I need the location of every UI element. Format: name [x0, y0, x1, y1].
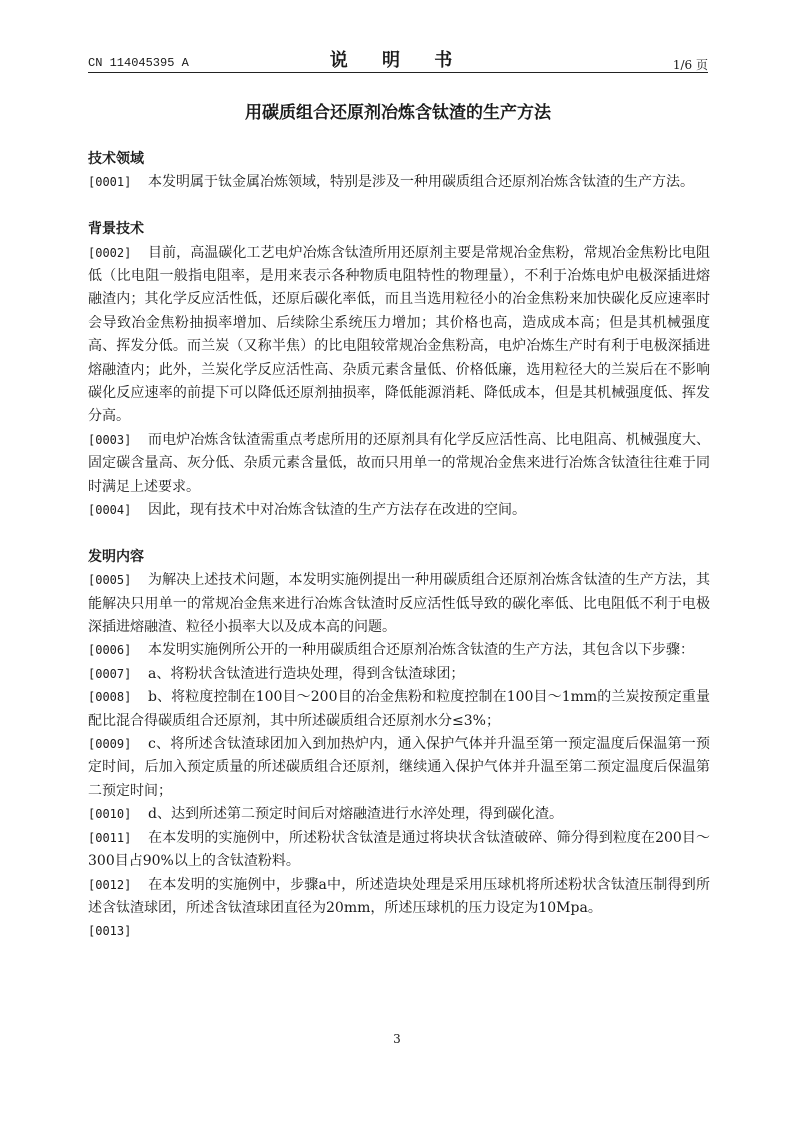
paragraph-text: d、达到所述第二预定时间后对熔融渣进行水淬处理，得到碳化渣。	[148, 806, 563, 823]
paragraph	[88, 429, 710, 499]
document-type: 说 明 书	[329, 50, 467, 71]
paragraph	[88, 733, 710, 803]
paragraph	[88, 874, 710, 921]
page-number: 3	[393, 1032, 401, 1046]
paragraph-number: [0002]	[88, 245, 132, 260]
paragraph	[88, 499, 710, 522]
paragraph	[88, 803, 710, 826]
paragraph-text: 本发明属于钛金属冶炼领域，特别是涉及一种用碳质组合还原剂冶炼含钛渣的生产方法。	[148, 174, 694, 191]
paragraph-number: [0013]	[88, 924, 132, 939]
paragraph-text: 本发明实施例所公开的一种用碳质组合还原剂冶炼含钛渣的生产方法，其包含以下步骤：	[148, 642, 694, 659]
paragraph-text: 在本发明的实施例中，步骤a中，所述造块处理是采用压球机将所述粉状含钛渣压制得到所述含钛渣球团，所述含钛渣球团直径为20mm，所述压球机的压力设定为10Mpa。	[88, 876, 710, 916]
section-heading: 技术领域	[88, 151, 144, 167]
page-header	[88, 44, 708, 74]
paragraph-text: 在本发明的实施例中，所述粉状含钛渣是通过将块状含钛渣破碎、筛分得到粒度在200目～300目占90%以上的含钛渣粉料。	[88, 829, 710, 870]
paragraph-number: [0011]	[88, 830, 132, 845]
paragraph	[88, 663, 710, 686]
paragraph-number: [0006]	[88, 643, 132, 658]
section-heading: 背景技术	[88, 221, 144, 238]
paragraph-number: [0003]	[88, 432, 132, 447]
paragraph-text: 而电炉冶炼含钛渣需重点考虑所用的还原剂具有化学反应活性高、比电阻高、机械强度大、固定碳含量高、灰分低、杂质元素含量低，故而只用单一的常规冶金焦来进行冶炼含钛渣往往难于同时满足上述要求。	[88, 431, 710, 495]
paragraph	[88, 639, 710, 662]
paragraph	[88, 569, 710, 639]
document-body	[88, 148, 710, 973]
paragraph-text: 为解决上述技术问题，本发明实施例提出一种用碳质组合还原剂冶炼含钛渣的生产方法，其能解决只用单一的常规冶金焦来进行冶炼含钛渣时反应活性低导致的碳化率低、比电阻低不利于电极深插进熔融渣、粒径小损率大以及成本高的问题。	[88, 572, 710, 636]
paragraph-number: [0001]	[88, 175, 132, 190]
paragraph-text: b、将粒度控制在100目～200目的冶金焦粉和粒度控制在100目～1mm的兰炭按预定重量配比混合得碳质组合还原剂，其中所述碳质组合还原剂水分≤3%；	[88, 689, 710, 729]
section-heading: 发明内容	[88, 548, 144, 565]
paragraph-number: [0008]	[88, 690, 132, 705]
paragraph	[88, 171, 710, 194]
page-label: 1/6 页	[672, 58, 708, 72]
document-title: 用碳质组合还原剂冶炼含钛渣的生产方法	[245, 103, 551, 123]
patent-number: CN 114045395 A	[88, 56, 189, 70]
paragraph-number: [0009]	[88, 737, 132, 752]
paragraph-text: c、将所述含钛渣球团加入到加热炉内，通入保护气体并升温至第一预定温度后保温第一预定时间，后加入预定质量的所述碳质组合还原剂，继续通入保护气体并升温至第二预定温度后保温第二预定时间；	[88, 736, 710, 799]
paragraph	[88, 686, 710, 733]
paragraph	[88, 920, 710, 943]
paragraph	[88, 827, 710, 874]
paragraph-text: 因此，现有技术中对冶炼含钛渣的生产方法存在改进的空间。	[148, 502, 526, 519]
paragraph-text: 目前，高温碳化工艺电炉冶炼含钛渣所用还原剂主要是常规冶金焦粉，常规冶金焦粉比电阻低（比电阻一般指电阻率，是用来表示各种物质电阻特性的物理量），不利于冶炼电炉电极深插进熔融渣内；其化学反应活性低，还原后碳化率低，而且当选用粒径小的冶金焦粉来加快碳化反应速率时会导致冶金焦粉抽损率增加、后续除尘系统压力增加；其价格也高，造成成本高；但是其机械强度高、挥发分低。而兰炭（又称半焦）的比电阻较常规冶金焦粉高，电炉冶炼生产时有利于电极深插进熔融渣内；此外，兰炭化学反应活性高、杂质元素含量低、价格低廉，选用粒径大的兰炭后在不影响碳化反应速率的前提下可以降低还原剂抽损率，降低能源消耗、降低成本，但是其机械强度低、挥发分高。	[88, 244, 710, 425]
header-rule	[88, 72, 708, 73]
paragraph-number: [0012]	[88, 877, 132, 892]
paragraph	[88, 242, 710, 429]
paragraph-number: [0007]	[88, 666, 132, 681]
paragraph-number: [0010]	[88, 807, 132, 822]
paragraph-number: [0005]	[88, 573, 132, 588]
paragraph	[88, 944, 710, 973]
paragraph-text: a、将粉状含钛渣进行造块处理，得到含钛渣球团；	[148, 665, 465, 682]
paragraph-number: [0004]	[88, 503, 132, 518]
